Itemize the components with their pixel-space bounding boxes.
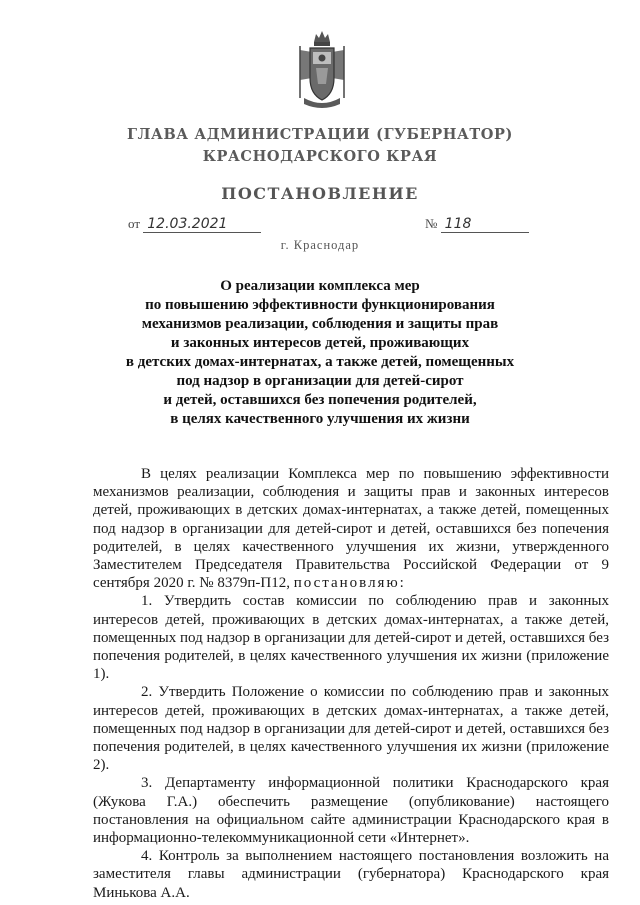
authority-title-line1: ГЛАВА АДМИНИСТРАЦИИ (ГУБЕРНАТОР) bbox=[127, 126, 513, 143]
authority-title-line2: КРАСНОДАРСКОГО КРАЯ bbox=[202, 148, 438, 165]
title-line: под надзор в организации для детей-сирот bbox=[176, 373, 464, 389]
city-line: г. Краснодар bbox=[280, 238, 360, 252]
date-prefix: от bbox=[128, 216, 141, 231]
document-type: ПОСТАНОВЛЕНИЕ bbox=[221, 184, 419, 203]
item-paragraph: 2. Утвердить Положение о комиссии по соблюдению прав и законных интересов детей, проживающих в детских домах-интернатах, а также детей, помещенных под надзор в организации для детей-сирот и детей, оставшихся без попечения родителей, в целях качественного улучшения их жизни (приложение 2). bbox=[93, 684, 609, 774]
intro-text: В целях реализации Комплекса мер по повышению эффективности механизмов реализации, соблюдения и защиты прав и законных интересов детей, проживающих в детских домах-интернатах, а также детей, помещенных под надзор в организации для детей-сирот и детей, оставшихся без попечения родителей, в целях качественного улучшения их жизни, утвержденного Заместителем Председателя Правительства Российской Федерации от 9 сентября 2020 г. № 8379п-П12, bbox=[93, 466, 609, 592]
item-paragraph: 4. Контроль за выполнением настоящего постановления возложить на заместителя главы администрации (губернатора) Краснодарского края Минькова А.А. bbox=[93, 848, 609, 901]
document-title bbox=[0, 277, 640, 429]
date-value: 12.03.2021 bbox=[143, 216, 261, 233]
intro-paragraph bbox=[93, 465, 609, 592]
date-field bbox=[128, 216, 261, 233]
number-field bbox=[425, 216, 529, 233]
item-paragraph: 1. Утвердить состав комиссии по соблюдению прав и законных интересов детей, проживающих в детских домах-интернатах, а также детей, помещенных под надзор в организации для детей-сирот и детей, оставшихся без попечения родителей, в целях качественного улучшения их жизни (приложение 1). bbox=[93, 593, 609, 683]
item-paragraph: 3. Департаменту информационной политики Краснодарского края (Жукова Г.А.) обеспечить размещение (опубликование) настоящего постановления на официальном сайте администрации Краснодарского края в информационно-телекоммуникационной сети «Интернет». bbox=[93, 775, 609, 847]
coat-of-arms-icon bbox=[296, 28, 348, 112]
title-line: О реализации комплекса мер bbox=[220, 278, 420, 294]
number-value: 118 bbox=[441, 216, 529, 233]
document-body bbox=[93, 465, 609, 902]
title-line: в целях качественного улучшения их жизни bbox=[170, 411, 470, 427]
title-line: механизмов реализации, соблюдения и защиты прав bbox=[141, 316, 499, 332]
title-line: и законных интересов детей, проживающих bbox=[170, 335, 470, 351]
title-line: по повышению эффективности функционирования bbox=[145, 297, 495, 313]
title-line: и детей, оставшихся без попечения родителей, bbox=[163, 392, 477, 408]
number-prefix: № bbox=[425, 216, 438, 231]
title-line: в детских домах-интернатах, а также детей, помещенных bbox=[125, 354, 515, 370]
resolve-word: постановляю: bbox=[293, 575, 406, 592]
